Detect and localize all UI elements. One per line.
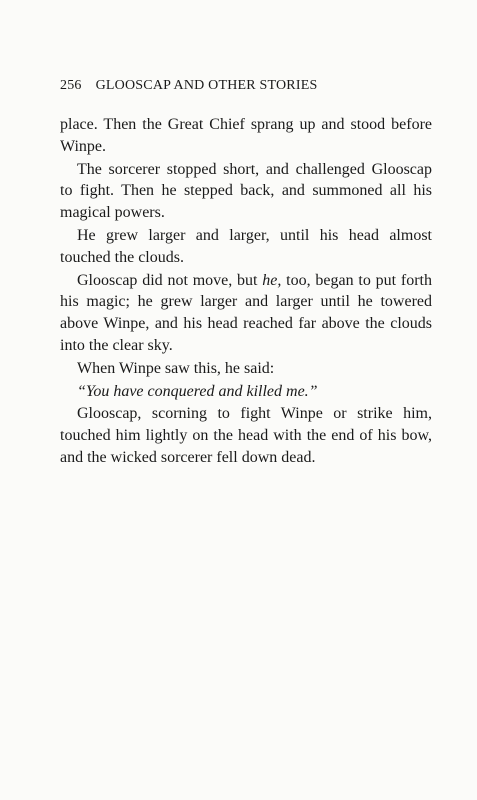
paragraph-1: place. Then the Great Chief sprang up and stood before Winpe.: [60, 116, 432, 155]
paragraph-4-text-end: too, began to put forth his magic; he grew larger and larger until he towered above Winpe, and his head reached far above the clouds into the clear sky.: [60, 271, 433, 354]
paragraph-2: The sorcerer stopped short, and challenged Glooscap to fight. Then he stepped back, and summoned all his magical powers.: [60, 160, 432, 222]
running-title: GLOOSCAP AND OTHER STORIES: [95, 78, 318, 93]
body-text: [60, 114, 432, 469]
paragraph-3: He grew larger and larger, until his head almost touched the clouds.: [60, 226, 432, 266]
page-number: 256: [60, 78, 82, 93]
paragraph-4-italic-word: he,: [262, 271, 282, 289]
paragraph-5: When Winpe saw this, he said:: [77, 359, 275, 377]
paragraph-7: Glooscap, scorning to fight Winpe or strike him, touched him lightly on the head with the end of his bow, and the wicked sorcerer fell down dead.: [60, 405, 432, 466]
paragraph-6: [60, 381, 432, 403]
paragraph-4-text-start: Glooscap did not move, but: [77, 271, 263, 289]
quoted-speech: “You have conquered and killed me.”: [77, 382, 318, 400]
running-head: [60, 78, 420, 94]
paragraph-4: [60, 270, 432, 357]
